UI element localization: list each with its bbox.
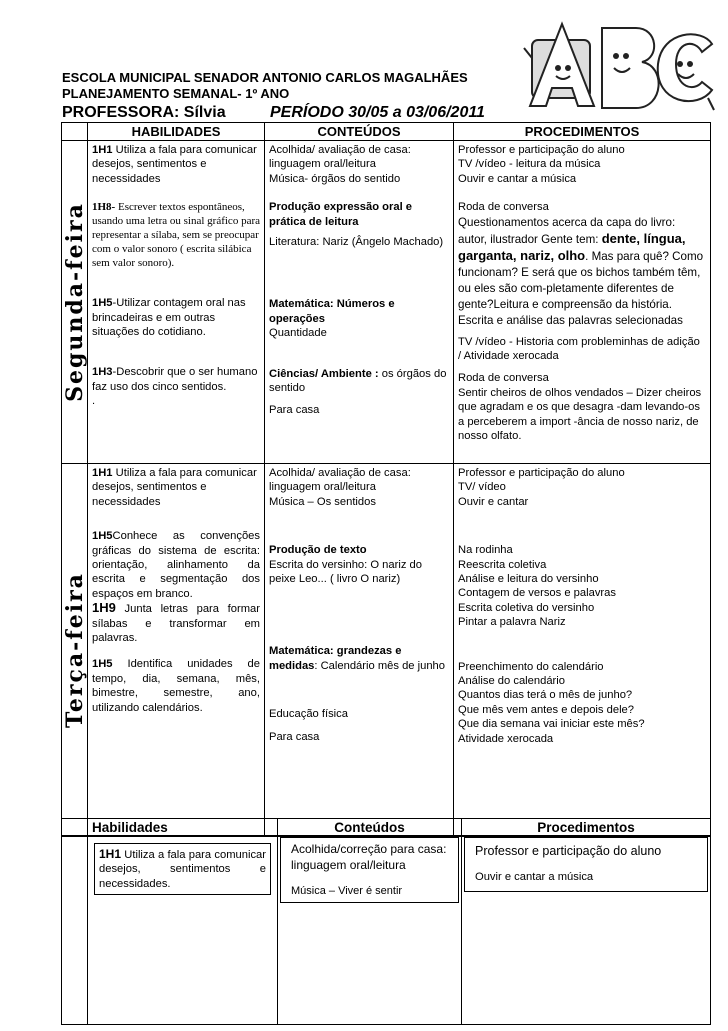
skill-code: 1H8- bbox=[92, 201, 116, 214]
content-heading: Matemática: grandezas e medidas bbox=[269, 645, 402, 672]
content-heading: Ciências/ Ambiente : bbox=[269, 367, 379, 380]
procedure-line: Que dia semana vai iniciar este mês? bbox=[458, 718, 645, 731]
skill-code: 1H9 bbox=[92, 600, 116, 616]
content-line: Para casa bbox=[269, 730, 320, 743]
procedure-keywords: dente, língua, garganta, nariz, olho bbox=[458, 230, 686, 263]
content-line: Música – Viver é sentir bbox=[291, 885, 403, 897]
procedure-line: Na rodinha bbox=[458, 544, 513, 557]
content-line: Música- órgãos do sentido bbox=[269, 172, 401, 185]
content-heading: Matemática: Números e operações bbox=[269, 298, 395, 325]
school-name: ESCOLA MUNICIPAL SENADOR ANTONIO CARLOS MAGALHÃES bbox=[62, 70, 468, 85]
content-line: Escrita do versinho: O nariz do peixe Leo... ( livro O nariz) bbox=[269, 558, 422, 586]
table-row bbox=[62, 141, 711, 464]
teacher-label: PROFESSORA bbox=[62, 104, 175, 121]
header-habilidades: HABILIDADES bbox=[88, 123, 265, 141]
day-label: Terça-feira bbox=[61, 571, 88, 728]
teacher-period-line bbox=[62, 104, 485, 122]
header-conteudos: CONTEÚDOS bbox=[265, 123, 454, 141]
content-line: linguagem oral/leitura bbox=[269, 158, 376, 171]
content-line: Música – Os sentidos bbox=[269, 495, 376, 508]
day-label: Segunda-feira bbox=[61, 202, 88, 402]
weekly-plan-table bbox=[61, 122, 711, 836]
skill-text: Utiliza a fala para comunicar desejos, sentimentos e necessidades. bbox=[99, 849, 266, 890]
skill-code: 1H5 bbox=[92, 658, 113, 671]
content-line: Acolhida/correção para casa: linguagem oral/leitura bbox=[291, 842, 447, 872]
skill-text: Escrever textos espontâneos, usando uma letra ou sinal gráfico para representar a sílaba, sem se preocupar com o valor sonoro ( escrita silábica sem valor sonoro). bbox=[92, 201, 260, 270]
procedimentos-cell bbox=[462, 837, 711, 1025]
content-line: Acolhida/ avaliação de casa: bbox=[269, 467, 411, 479]
header-procedimentos: PROCEDIMENTOS bbox=[454, 123, 711, 141]
procedure-line: Contagem de versos e palavras bbox=[458, 587, 616, 600]
conteudos-cell bbox=[265, 464, 454, 836]
procedure-line: TV /vídeo - Historia com probleminhas de adição / Atividade xerocada bbox=[458, 335, 700, 363]
content-line: Literatura: Nariz (Ângelo Machado) bbox=[269, 236, 444, 249]
content-heading: Produção expressão oral e prática de leitura bbox=[269, 201, 413, 228]
header-day-cell bbox=[62, 819, 88, 837]
teacher-name: : Sílvia bbox=[174, 104, 226, 121]
day-cell-terca bbox=[62, 464, 88, 836]
content-line: Quantidade bbox=[269, 327, 327, 340]
skill-text: Utiliza a fala para comunicar desejos, sentimentos e necessidades bbox=[92, 144, 257, 185]
procedure-line: Ouvir e cantar bbox=[458, 495, 529, 508]
procedure-line: . Mas para quê? Como funcionam? E será que os bichos também têm, ou eles são com-pletamente diferentes de gente?Leitura e compreensão da história. Escrita e análise das palavras selecionadas bbox=[458, 249, 704, 327]
procedure-line: Roda de conversa bbox=[458, 201, 549, 214]
procedure-line: Escrita coletiva do versinho bbox=[458, 601, 595, 614]
conteudos-cell bbox=[265, 141, 454, 464]
content-line: linguagem oral/leitura bbox=[269, 481, 376, 494]
skill-text: -Descobrir que o ser humano faz uso dos cinco sentidos. bbox=[92, 366, 258, 393]
skill-code: 1H1 bbox=[99, 847, 122, 861]
procedure-line: Professor e participação do aluno bbox=[458, 144, 625, 156]
procedure-line: Análise do calendário bbox=[458, 675, 565, 688]
habilidades-cell bbox=[88, 464, 265, 836]
content-heading: Produção de texto bbox=[269, 544, 367, 557]
procedure-line: Roda de conversa bbox=[458, 372, 549, 385]
next-day-table bbox=[61, 818, 711, 1025]
header-day-cell bbox=[62, 123, 88, 141]
abc-letters-cartoon-icon bbox=[522, 18, 718, 122]
period: PERÍODO 30/05 a 03/06/2011 bbox=[270, 104, 485, 121]
procedure-line: Professor e participação do aluno bbox=[458, 467, 625, 479]
header-habilidades: Habilidades bbox=[88, 819, 278, 837]
procedure-line: Pintar a palavra Nariz bbox=[458, 616, 566, 629]
skill-text: -Utilizar contagem oral nas brincadeiras e em outras situações do cotidiano. bbox=[92, 297, 246, 339]
skill-code: 1H5 bbox=[92, 530, 113, 543]
procedure-line: TV /vídeo - leitura da música bbox=[458, 158, 601, 171]
procedure-line: Análise e leitura do versinho bbox=[458, 573, 599, 586]
skill-code: 1H1 bbox=[92, 467, 113, 479]
procedure-line: Que mês vem antes e depois dele? bbox=[458, 703, 634, 716]
content-line: Para casa bbox=[269, 404, 320, 417]
day-cell-segunda bbox=[62, 141, 88, 464]
procedimentos-cell bbox=[454, 464, 711, 836]
day-cell bbox=[62, 837, 88, 1025]
procedimentos-cell bbox=[454, 141, 711, 464]
procedure-line: Ouvir e cantar a música bbox=[475, 871, 594, 884]
table-row bbox=[62, 464, 711, 836]
skill-text: Identifica unidades de tempo, dia, semana, mês, bimestre, semestre, ano, utilizando calendários. bbox=[92, 658, 260, 714]
header-conteudos: Conteúdos bbox=[278, 819, 462, 837]
skill-code: 1H5 bbox=[92, 297, 113, 310]
skill-text: Junta letras para formar sílabas e transformar em palavras. bbox=[92, 603, 260, 645]
skill-code: 1H3 bbox=[92, 366, 113, 379]
content-line: Acolhida/ avaliação de casa: bbox=[269, 144, 411, 156]
table-row bbox=[62, 837, 711, 1025]
skill-text: Conhece as convenções gráficas do sistema de escrita: orientação, alinhamento da escrita e segmentação dos espaços em branco. bbox=[92, 530, 260, 600]
header-procedimentos: Procedimentos bbox=[462, 819, 711, 837]
table-header-row bbox=[62, 819, 711, 837]
conteudos-cell bbox=[278, 837, 462, 1025]
habilidades-cell bbox=[88, 141, 265, 464]
procedure-line: Questionamentos acerca da capa do livro: autor, ilustrador Gente tem: bbox=[458, 215, 676, 246]
content-line: Educação física bbox=[269, 708, 348, 721]
procedure-line: Reescrita coletiva bbox=[458, 558, 547, 571]
procedure-line: TV/ vídeo bbox=[458, 481, 506, 494]
plan-title: PLANEJAMENTO SEMANAL- 1º ANO bbox=[62, 86, 290, 101]
procedure-line: Atividade xerocada bbox=[458, 732, 554, 745]
procedure-line: Preenchimento do calendário bbox=[458, 660, 604, 673]
habilidades-cell bbox=[88, 837, 278, 1025]
procedure-line: Professor e participação do aluno bbox=[475, 844, 662, 858]
procedure-line: Quantos dias terá o mês de junho? bbox=[458, 689, 633, 702]
skill-code: 1H1 bbox=[92, 144, 113, 156]
skill-text: Utiliza a fala para comunicar desejos, sentimentos e necessidades bbox=[92, 467, 257, 508]
skill-text: . bbox=[92, 395, 96, 408]
procedure-line: Sentir cheiros de olhos vendados – Dizer cheiros que agradam e os que desagra -dam levando-os a perceberem a import -ância de nosso nariz, de nosso olfato. bbox=[458, 386, 702, 443]
procedure-line: Ouvir e cantar a música bbox=[458, 172, 577, 185]
content-line: : Calendário mês de junho bbox=[314, 659, 445, 672]
content-line: os órgãos do sentido bbox=[269, 367, 447, 395]
table-header-row bbox=[62, 123, 711, 141]
